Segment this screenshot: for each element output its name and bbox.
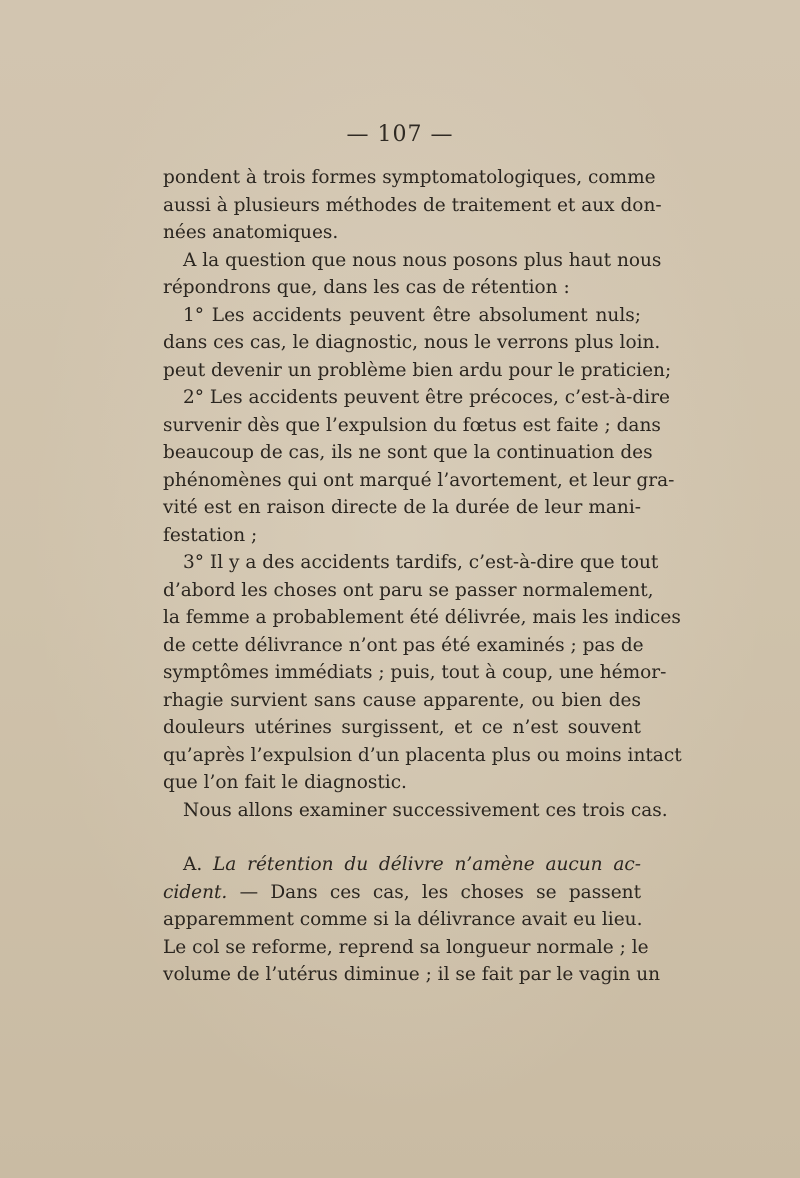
text-line: répondrons que, dans les cas de rétention : (163, 277, 570, 298)
section-gap (163, 824, 641, 851)
text-line: nées anatomiques. (163, 222, 339, 243)
text-line: beaucoup de cas, ils ne sont que la continuation des (163, 442, 653, 463)
text-line: aussi à plusieurs méthodes de traitement et aux don- (163, 194, 662, 216)
text-line: pondent à trois formes symptomatologiques, comme (163, 167, 656, 188)
text-line: Nous allons examiner successivement ces trois cas. (183, 799, 668, 821)
text-line: A la question que nous nous posons plus haut nous (183, 249, 662, 271)
text-line: symptômes immédiats ; puis, tout à coup, une hémor- (163, 662, 667, 683)
section-heading-line (163, 851, 641, 879)
text-line: que l’on fait le diagnostic. (163, 772, 407, 793)
text-line: Le col se reforme, reprend sa longueur normale ; le (163, 936, 649, 958)
text-line: 2° Les accidents peuvent être précoces, c’est-à-dire (183, 387, 670, 408)
text-line: vité est en raison directe de la durée de leur mani- (163, 497, 641, 518)
text-line: 3° Il y a des accidents tardifs, c’est-à-dire que tout (183, 552, 659, 573)
text-line: rhagie survient sans cause apparente, ou bien des (163, 689, 641, 711)
section-letter: A. (183, 854, 203, 875)
text-line: la femme a probablement été délivrée, mais les indices (163, 607, 681, 628)
text-line: volume de l’utérus diminue ; il se fait par le vagin un (163, 964, 661, 985)
text-line: survenir dès que l’expulsion du fœtus est faite ; dans (163, 414, 661, 436)
text-line: peut devenir un problème bien ardu pour le praticien; (163, 359, 672, 381)
text-line: de cette délivrance n’ont pas été examinés ; pas de (163, 634, 644, 656)
section-text: — Dans ces cas, les choses se passent (239, 881, 642, 903)
text-line: d’abord les choses ont paru se passer normalement, (163, 579, 654, 601)
section-heading-line-2 (163, 879, 641, 907)
text-line: phénomènes qui ont marqué l’avortement, et leur gra- (163, 469, 675, 491)
text-line: dans ces cas, le diagnostic, nous le verrons plus loin. (163, 332, 661, 353)
text-line: apparemment comme si la délivrance avait eu lieu. (163, 909, 643, 930)
text-line: festation ; (163, 524, 258, 546)
body-text (163, 164, 682, 989)
page-number: — 107 — (346, 122, 454, 147)
text-line: douleurs utérines surgissent, et ce n’est souvent (163, 717, 641, 738)
text-line: qu’après l’expulsion d’un placenta plus ou moins intact (163, 744, 682, 766)
section-title-continued: cident. (163, 881, 228, 903)
section-title: La rétention du délivre n’amène aucun ac- (213, 854, 641, 875)
text-line: 1° Les accidents peuvent être absolument nuls; (183, 304, 641, 326)
